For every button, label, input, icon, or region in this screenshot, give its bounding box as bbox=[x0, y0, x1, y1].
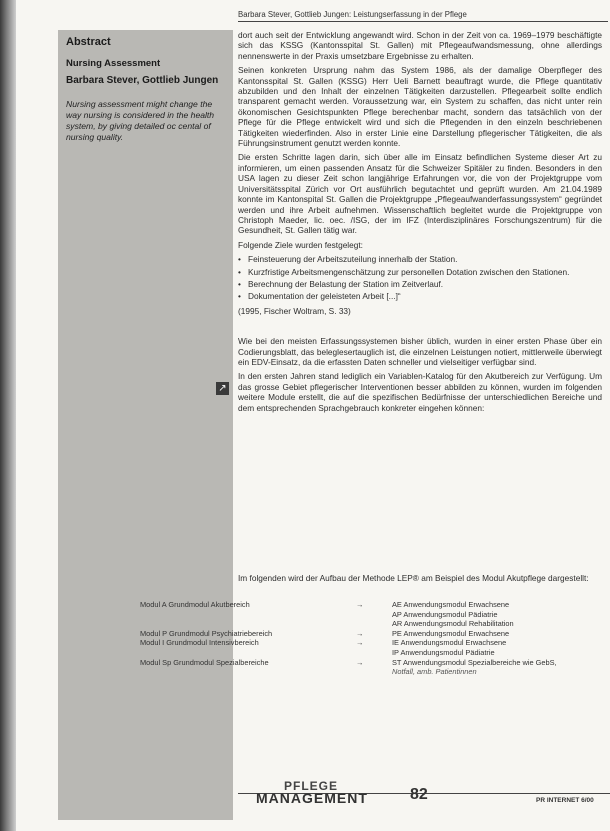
page-number: 82 bbox=[410, 786, 428, 803]
module-application: AR Anwendungsmodul Rehabilitation bbox=[392, 619, 514, 629]
spacer bbox=[238, 320, 602, 336]
abstract-text: Nursing assessment might change the way nursing is considered in the health system, by giving detailed oc cental of nursing quality. bbox=[66, 99, 215, 142]
goal-item: • Kurzfristige Arbeitsmengenschätzung zur personellen Dotation zwischen den Stationen. bbox=[238, 267, 602, 277]
arrow-box-icon: ↗ bbox=[216, 382, 229, 395]
paragraph-1: dort auch seit der Entwicklung angewandt wird. Schon in der Zeit von ca. 1969–1979 beschäftigte sich das KSSG (Kantonsspital St. Gallen) mit Pflegeaufwandsmessung, ohne allerdings nennenswerte in der Praxis umsetzbare Ergebnisse zu erhalten. bbox=[238, 30, 602, 61]
citation: (1995, Fischer Woltram, S. 33) bbox=[238, 305, 351, 316]
arrow-icon: → bbox=[356, 628, 364, 638]
paragraph-6: Im folgenden wird der Aufbau der Methode LEP® am Beispiel des Modul Akutpflege dargestellt: bbox=[238, 573, 589, 583]
paragraph-2: Seinen konkreten Ursprung nahm das System 1986, als der damalige Oberpfleger des Kantonsspital St. Gallen (KSSG) Herr Ueli Barnett beauftragt wurde, die Pflege quantitativ abzubilden und den Inhalt der einzelnen Tätigkeiten darzustellen. Pflegearbeit sollte endlich transparent gemacht werden. Voraussetzung war, ein System zu schaffen, das nicht unter rein ökonomischen Gesichtspunkten Pflege berechenbar macht, sondern das tatsächlich von der Pflege für die Pflege entwickelt wird und sich die Pflegenden in den einzeln beschriebenen Tätigkeiten wiederfinden. Also in erster Linie eine Darstellung pflegerischer Tätigkeiten, die als Führungsinstrument genutzt werden konnte. bbox=[238, 65, 602, 149]
abstract-authors: Barbara Stever, Gottlieb Jungen bbox=[66, 75, 219, 86]
module-row bbox=[140, 629, 600, 639]
module-application: IP Anwendungsmodul Pädiatrie bbox=[392, 647, 495, 657]
paragraph-5: In den ersten Jahren stand lediglich ein Variablen-Katalog für den Akutbereich zur Verfügung. Um das grosse Gebiet pflegerischer Interventionen besser abbilden zu können, wurden im folgenden weitere Module erstellt, die auf die spezifischen Bedürfnisse der unterschiedlichen Bereiche und dem entsprechenden Sprachgebrauch konkreter eingehen können: bbox=[238, 371, 602, 413]
abstract-title: Nursing Assessment bbox=[66, 58, 161, 69]
article-body bbox=[238, 30, 602, 587]
module-row bbox=[140, 667, 600, 677]
abstract-heading: Abstract bbox=[66, 36, 111, 48]
module-application: AE Anwendungsmodul Erwachsene bbox=[392, 600, 510, 609]
module-application: ST Anwendungsmodul Spezialbereiche wie GebS, bbox=[392, 657, 557, 667]
module-row bbox=[140, 648, 600, 658]
module-row bbox=[140, 638, 600, 648]
module-base: Modul Sp Grundmodul Spezialbereiche bbox=[140, 657, 269, 667]
magazine-logo-top: PFLEGE bbox=[284, 779, 339, 793]
module-row bbox=[140, 658, 600, 668]
sidebar-content bbox=[66, 36, 226, 143]
module-row bbox=[140, 610, 600, 620]
paragraph-4: Wie bei den meisten Erfassungssystemen bisher üblich, wurden in einer ersten Phase über ein Codierungsblatt, das beleglesertauglich ist, die einzelnen Leistungen notiert, mittlerweile überwiegt ein EDV-Einsatz, da die erfassten Daten schneller und vielseitiger verfügbar sind. bbox=[238, 336, 602, 367]
sidebar-abstract-panel bbox=[58, 30, 233, 820]
module-base: Modul P Grundmodul Psychiatriebereich bbox=[140, 628, 273, 638]
module-row bbox=[140, 600, 600, 610]
goal-item: • Dokumentation der geleisteten Arbeit [...]“ bbox=[238, 291, 602, 301]
goals-list bbox=[238, 254, 602, 302]
module-application: Notfall, amb. Patientinnen bbox=[392, 667, 477, 677]
goal-item: • Feinsteuerung der Arbeitszuteilung innerhalb der Station. bbox=[238, 254, 602, 264]
goals-intro: Folgende Ziele wurden festgelegt: bbox=[238, 239, 363, 250]
paragraph-3: Die ersten Schritte lagen darin, sich über alle im Einsatz befindlichen Systeme dieser Art zu informieren, um einen passenden Ansatz für die Schweizer Spitäler zu finden. Besonders in den USA lagen zu dieser Zeit schon langjährige Erfahrungen vor, die von der Projektgruppe vom Universitätsspital Zürich vor Ort ausführlich begutachtet und geprüft wurden. Am 21.04.1989 konnte im Kantonspital St. Gallen die Projektgruppe „Pflegeaufwanderfassungssystem“ gegründet werden und ihre Arbeit aufnehmen. Wissenschaftlich begleitet wurde die Projektgruppe von Christoph Maeder, lic. oec. /ISG, der im IFZ (Interdisziplinäres Forschungszentrum) für die Gesundheit, St. Gallen tätig war. bbox=[238, 152, 602, 236]
running-header bbox=[238, 10, 608, 22]
module-application: PE Anwendungsmodul Erwachsene bbox=[392, 628, 510, 638]
issue-label: PR INTERNET 6/00 bbox=[536, 797, 594, 804]
arrow-icon: → bbox=[356, 600, 364, 609]
goal-item: • Berechnung der Belastung der Station im Zeitverlauf. bbox=[238, 279, 602, 289]
module-base: Modul I Grundmodul Intensivbereich bbox=[140, 638, 259, 648]
magazine-logo: MANAGEMENT bbox=[256, 790, 368, 806]
module-application: AP Anwendungsmodul Pädiatrie bbox=[392, 609, 498, 619]
module-row bbox=[140, 619, 600, 629]
module-base: Modul A Grundmodul Akutbereich bbox=[140, 600, 250, 609]
module-table bbox=[140, 600, 600, 677]
arrow-icon: → bbox=[356, 638, 364, 648]
module-application: IE Anwendungsmodul Erwachsene bbox=[392, 638, 507, 648]
running-title: Barbara Stever, Gottlieb Jungen: Leistungserfassung in der Pflege bbox=[238, 10, 467, 19]
book-spine-shadow bbox=[0, 0, 16, 831]
arrow-icon: → bbox=[356, 657, 364, 667]
spacer-table bbox=[238, 417, 602, 573]
